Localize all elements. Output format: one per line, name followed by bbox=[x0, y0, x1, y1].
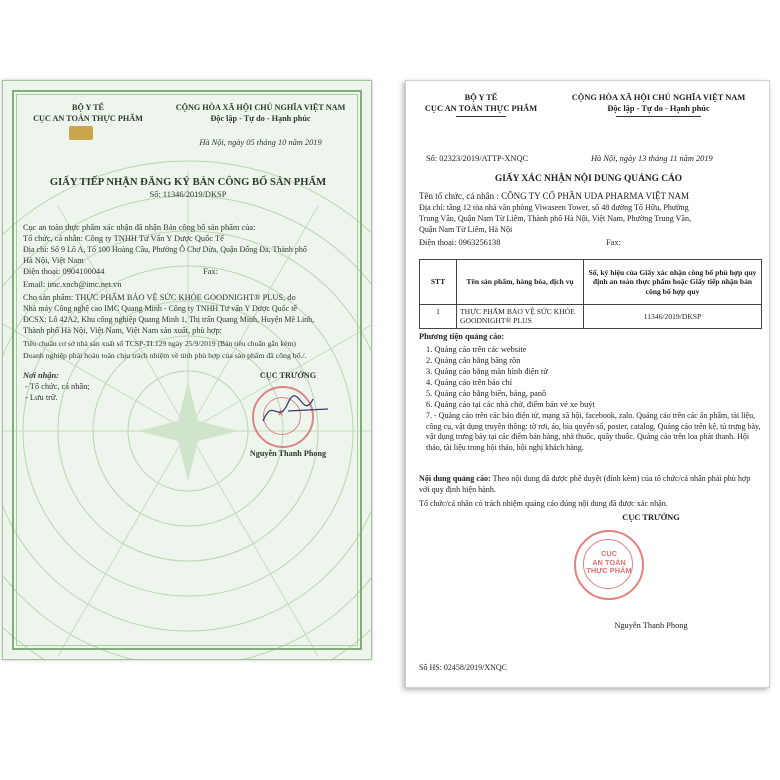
stamp-text: CỤC bbox=[600, 549, 617, 558]
table-cell: THỰC PHẨM BẢO VỆ SỨC KHỎE GOODNIGHT® PLUS bbox=[457, 305, 584, 329]
recipients-label: Nơi nhận: bbox=[23, 371, 59, 380]
media-item: 2. Quảng cáo bằng băng rôn bbox=[426, 356, 521, 365]
product-table bbox=[419, 259, 762, 329]
table-row bbox=[420, 305, 762, 329]
recipient-item: - Lưu trữ. bbox=[25, 393, 58, 402]
organization-line: Tên tổ chức, cá nhân : CÔNG TY CỔ PHẦN UDA PHARMA VIỆT NAM bbox=[419, 191, 690, 201]
signer-name: Nguyễn Thanh Phong bbox=[614, 621, 688, 630]
motto-label: Độc lập - Tự do - Hạnh phúc bbox=[607, 104, 710, 113]
fax-line: Fax: bbox=[606, 238, 621, 247]
product-line: Thành phố Hà Nội, Việt Nam, Việt Nam sản xuất, phù hợp: bbox=[23, 326, 222, 335]
fax-line: Fax: bbox=[203, 267, 218, 276]
motto-label: Độc lập - Tự do - Hạnh phúc bbox=[210, 114, 311, 123]
director-title: CỤC TRƯỞNG bbox=[622, 513, 680, 522]
reference-number: Số: 02323/2019/ATTP-XNQC bbox=[426, 154, 529, 163]
column-header: STT bbox=[420, 260, 457, 305]
product-line: Nhà máy Công nghệ cao IMC Quang Minh - Công ty TNHH Tư vấn Y Dược Quốc tế bbox=[23, 304, 297, 313]
media-item: 1. Quảng cáo trên các website bbox=[426, 345, 527, 354]
stamp-text: THỰC PHẨM bbox=[586, 566, 632, 576]
media-item: 6. Quảng cáo tại các nhà chờ, điểm bán vé xe buýt bbox=[426, 400, 595, 409]
republic-label: CỘNG HÒA XÃ HỘI CHỦ NGHĨA VIỆT NAM bbox=[571, 93, 746, 102]
file-number: Số HS: 02458/2019/XNQC bbox=[419, 663, 508, 672]
media-item: 3. Quảng cáo bằng màn hình điện tử bbox=[426, 367, 548, 376]
director-title: CỤC TRƯỞNG bbox=[259, 371, 317, 380]
official-stamp: ★ bbox=[252, 386, 314, 448]
agency-label: CỤC AN TOÀN THỰC PHẨM bbox=[424, 104, 538, 113]
content-section bbox=[419, 474, 759, 495]
certificate-title: GIẤY TIẾP NHẬN ĐĂNG KÝ BẢN CÔNG BỐ SẢN PHẨM bbox=[49, 177, 327, 188]
ministry-label: BỘ Y TẾ bbox=[71, 103, 104, 112]
registration-certificate bbox=[2, 80, 372, 660]
ministry-label: BỘ Y TẾ bbox=[464, 93, 498, 102]
address-line: Địa chỉ: tầng 12 tòa nhà văn phòng Viwaseen Tower, số 48 đường Tố Hữu, Phường bbox=[419, 203, 689, 212]
body-line: Cục an toàn thực phẩm xác nhận đã nhận Bản công bố sản phẩm của: bbox=[23, 223, 256, 232]
issue-date: Hà Nội, ngày 05 tháng 10 năm 2019 bbox=[199, 138, 322, 147]
media-item: 7. - Quảng cáo trên các báo điện tử, mạng xã hội, facebook, zalo. Quảng cáo trên các ấn phẩm, tài liệu, công cụ, vật dụng truyền thông: tờ rơi, áo, bìa quyển sổ, poster, catalog. Quảng cáo trên kệ, tủ trưng bày, vật dụng trưng bày tại các điểm bán hàng, nhà thuốc, quầy thuốc. Quảng cáo trên loa phát thanh. Hội thảo, tài liệu trong hội thảo, hội nghị khách hàng. bbox=[426, 411, 761, 452]
table-header-row bbox=[420, 260, 762, 305]
content-label: Nội dung quảng cáo: bbox=[419, 474, 491, 483]
responsibility-line: Tổ chức/cá nhân có trách nhiệm quảng cáo đúng nội dung đã được xác nhận. bbox=[419, 499, 668, 508]
signature bbox=[258, 391, 338, 431]
column-header: Tên sản phẩm, hàng hóa, dịch vụ bbox=[457, 260, 584, 305]
content-text: Theo nội dung đã được phê duyệt (đính kèm) của tổ chức/cá nhân phải phù hợp với quy định hiện hành. bbox=[419, 474, 751, 494]
issue-date: Hà Nội, ngày 13 tháng 11 năm 2019 bbox=[591, 154, 713, 163]
product-line: Cho sản phẩm: THỰC PHẨM BẢO VỆ SỨC KHỎE GOODNIGHT® PLUS, do bbox=[23, 293, 296, 302]
signer-name: Nguyễn Thanh Phong bbox=[249, 449, 327, 458]
media-label: Phương tiện quảng cáo: bbox=[419, 332, 505, 341]
body-line: Hà Nội, Việt Nam bbox=[23, 256, 84, 265]
table-cell: 1 bbox=[420, 305, 457, 329]
recipient-item: - Tổ chức, cá nhân; bbox=[25, 382, 90, 391]
address-line: Trung Văn, Quận Nam Từ Liêm, Thành phố Hà Nội, Việt Nam, Phường Trung Văn, bbox=[419, 214, 692, 223]
body-line: Địa chỉ: Số 9 Lô A, Tổ 100 Hoàng Cầu, Phường Ô Chợ Dừa, Quận Đống Đa, Thành phố bbox=[23, 245, 307, 254]
standard-line: Tiêu chuẩn cơ sở nhà sản xuất số TCSP-TI.129 ngày 25/9/2019 (Bản tiêu chuẩn gắn kèm) bbox=[23, 339, 296, 348]
document-title: GIẤY XÁC NHẬN NỘI DUNG QUẢNG CÁO bbox=[494, 174, 683, 184]
email-line: Email: imc.xncb@imc.net.vn bbox=[23, 280, 122, 289]
address-line: Quận Nam Từ Liêm, Hà Nội bbox=[419, 225, 513, 234]
responsibility-line: Doanh nghiệp phải hoàn toàn chịu trách nhiệm về tính phù hợp của sản phẩm đã công bố./. bbox=[23, 351, 307, 360]
body-line: Tổ chức, cá nhân: Công ty TNHH Tư Vấn Y Dược Quốc Tế bbox=[23, 234, 224, 243]
certificate-number: Số: 11346/2019/DKSP bbox=[149, 190, 227, 199]
phone-line: Điện thoại: 0904100044 bbox=[23, 267, 105, 276]
agency-label: CỤC AN TOÀN THỰC PHẨM bbox=[33, 114, 143, 123]
column-header: Số, ký hiệu của Giấy xác nhận công bố phù hợp quy định an toàn thực phẩm hoặc Giấy tiếp nhận bản công bố hợp quy bbox=[584, 260, 762, 305]
media-item: 4. Quảng cáo trên báo chí bbox=[426, 378, 513, 387]
motto-underline bbox=[616, 116, 701, 117]
republic-label: CỘNG HÒA XÃ HỘI CHỦ NGHĨA VIỆT NAM bbox=[175, 103, 346, 112]
advertising-confirmation bbox=[405, 80, 770, 688]
official-stamp bbox=[574, 530, 644, 600]
stamp-text: AN TOÀN bbox=[592, 557, 626, 567]
agency-logo bbox=[69, 126, 93, 140]
header-underline bbox=[456, 116, 506, 117]
table-cell: 11346/2019/DKSP bbox=[584, 305, 762, 329]
media-item: 5. Quảng cáo bằng biển, bảng, panô bbox=[426, 389, 547, 398]
phone-line: Điện thoại: 0963256138 bbox=[419, 238, 501, 247]
product-line: ĐCSX: Lô 42A2, Khu công nghiệp Quang Minh 1, Thị trấn Quang Minh, Huyện Mê Linh, bbox=[23, 315, 315, 324]
